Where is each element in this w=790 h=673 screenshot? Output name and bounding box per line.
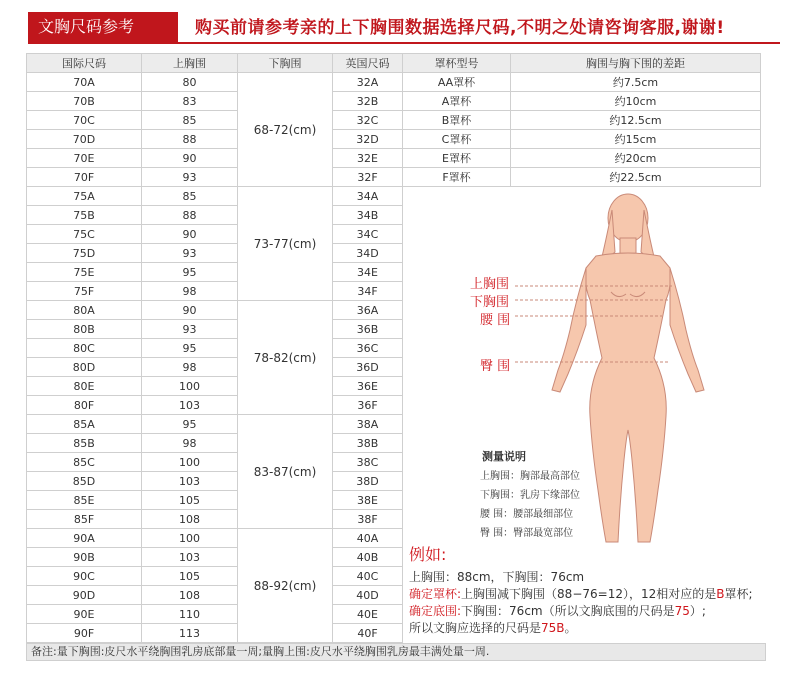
cell-under-bust-range: 78-82(cm): [238, 301, 333, 415]
cell-upper-bust: 105: [142, 491, 238, 510]
cell-difference: 约22.5cm: [511, 168, 761, 187]
cell-uk-size: 36D: [333, 358, 403, 377]
cell-intl-size: 80D: [27, 358, 142, 377]
cell-intl-size: 75E: [27, 263, 142, 282]
cell-uk-size: 40B: [333, 548, 403, 567]
example-line-1: [409, 569, 784, 586]
table-row: [27, 168, 761, 187]
table-row: [27, 73, 761, 92]
cup-label: 确定罩杯:: [409, 587, 462, 601]
cell-intl-size: 70F: [27, 168, 142, 187]
cell-intl-size: 85E: [27, 491, 142, 510]
table-header-row: [27, 54, 761, 73]
cell-upper-bust: 108: [142, 510, 238, 529]
result-text-a: 所以文胸应选择的尺码是: [409, 621, 542, 635]
cell-uk-size: 38F: [333, 510, 403, 529]
example-line-4: [409, 620, 784, 637]
cell-intl-size: 90D: [27, 586, 142, 605]
cell-intl-size: 90A: [27, 529, 142, 548]
cup-highlight: B: [716, 587, 725, 601]
cell-intl-size: 85F: [27, 510, 142, 529]
cell-uk-size: 34C: [333, 225, 403, 244]
cell-upper-bust: 98: [142, 282, 238, 301]
band-highlight: 75: [674, 604, 690, 618]
cell-uk-size: 32F: [333, 168, 403, 187]
cell-intl-size: 85B: [27, 434, 142, 453]
table-row: [27, 149, 761, 168]
cell-uk-size: 38D: [333, 472, 403, 491]
measure-note: 臀 围：臀部最宽部位: [480, 528, 574, 539]
cell-under-bust-range: 83-87(cm): [238, 415, 333, 529]
cell-uk-size: 32D: [333, 130, 403, 149]
cell-intl-size: 90B: [27, 548, 142, 567]
cell-upper-bust: 113: [142, 624, 238, 643]
cell-uk-size: 34A: [333, 187, 403, 206]
cell-uk-size: 36B: [333, 320, 403, 339]
body-silhouette-icon: [400, 190, 780, 550]
cell-intl-size: 70A: [27, 73, 142, 92]
cell-upper-bust: 93: [142, 168, 238, 187]
label-hip: 臀 围: [480, 359, 511, 374]
page-title: 购买前请参考亲的上下胸围数据选择尺码,不明之处请咨询客服,谢谢!: [195, 18, 725, 38]
cell-uk-size: 40D: [333, 586, 403, 605]
cell-cup-type: F罩杯: [403, 168, 511, 187]
band-label: 确定底围:: [409, 604, 462, 618]
col-header-uk-size: 英国尺码: [333, 54, 403, 73]
cell-uk-size: 38A: [333, 415, 403, 434]
example-title: 例如:: [409, 545, 447, 564]
cell-cup-type: AA罩杯: [403, 73, 511, 92]
cell-cup-type: A罩杯: [403, 92, 511, 111]
cell-upper-bust: 98: [142, 434, 238, 453]
cell-intl-size: 80F: [27, 396, 142, 415]
example-line-1-text: 上胸围：88cm，下胸围：76cm: [409, 570, 585, 584]
measure-note: 上胸围：胸部最高部位: [480, 471, 580, 482]
cell-intl-size: 80B: [27, 320, 142, 339]
col-header-under-bust: 下胸围: [238, 54, 333, 73]
cell-intl-size: 85C: [27, 453, 142, 472]
cell-upper-bust: 85: [142, 111, 238, 130]
band-text-a: 下胸围：76cm（所以文胸底围的尺码是: [461, 604, 675, 618]
measure-note: 腰 围：腰部最细部位: [480, 509, 574, 520]
cell-upper-bust: 88: [142, 206, 238, 225]
cell-intl-size: 85A: [27, 415, 142, 434]
cell-upper-bust: 83: [142, 92, 238, 111]
cell-intl-size: 70B: [27, 92, 142, 111]
cell-intl-size: 80E: [27, 377, 142, 396]
cell-uk-size: 34B: [333, 206, 403, 225]
cell-intl-size: 90E: [27, 605, 142, 624]
cell-under-bust-range: 73-77(cm): [238, 187, 333, 301]
label-under-bust: 下胸围: [470, 295, 510, 310]
cell-upper-bust: 88: [142, 130, 238, 149]
col-header-difference: 胸围与胸下围的差距: [511, 54, 761, 73]
table-row: [27, 111, 761, 130]
col-header-intl-size: 国际尺码: [27, 54, 142, 73]
result-highlight: 75B: [541, 621, 565, 635]
cell-uk-size: 36E: [333, 377, 403, 396]
cell-intl-size: 75D: [27, 244, 142, 263]
cell-intl-size: 85D: [27, 472, 142, 491]
band-text-b: ）;: [689, 604, 706, 618]
cell-uk-size: 40A: [333, 529, 403, 548]
col-header-upper-bust: 上胸围: [142, 54, 238, 73]
cell-under-bust-range: 88-92(cm): [238, 529, 333, 643]
cell-upper-bust: 95: [142, 263, 238, 282]
example-line-3: [409, 603, 784, 620]
cell-upper-bust: 100: [142, 377, 238, 396]
cell-uk-size: 32B: [333, 92, 403, 111]
cell-intl-size: 70E: [27, 149, 142, 168]
section-tag: 文胸尺码参考: [28, 12, 178, 42]
cell-upper-bust: 90: [142, 149, 238, 168]
cell-uk-size: 32E: [333, 149, 403, 168]
cell-intl-size: 75A: [27, 187, 142, 206]
cell-upper-bust: 95: [142, 415, 238, 434]
cell-intl-size: 75F: [27, 282, 142, 301]
cell-upper-bust: 103: [142, 472, 238, 491]
example-line-2: [409, 586, 784, 603]
cell-difference: 约7.5cm: [511, 73, 761, 92]
cup-text-a: 上胸围减下胸围（88−76=12），12相对应的是: [461, 587, 717, 601]
cell-upper-bust: 103: [142, 396, 238, 415]
cell-uk-size: 38C: [333, 453, 403, 472]
label-waist: 腰 围: [480, 313, 511, 328]
cell-upper-bust: 93: [142, 244, 238, 263]
cell-uk-size: 32A: [333, 73, 403, 92]
cell-uk-size: 32C: [333, 111, 403, 130]
cell-upper-bust: 103: [142, 548, 238, 567]
cell-uk-size: 34F: [333, 282, 403, 301]
measure-notes-title: 测量说明: [482, 450, 526, 463]
cell-intl-size: 70C: [27, 111, 142, 130]
cell-under-bust-range: 68-72(cm): [238, 73, 333, 187]
cup-text-b: 罩杯;: [724, 587, 753, 601]
cell-uk-size: 36C: [333, 339, 403, 358]
cell-intl-size: 75C: [27, 225, 142, 244]
cell-intl-size: 75B: [27, 206, 142, 225]
cell-uk-size: 40E: [333, 605, 403, 624]
cell-uk-size: 34E: [333, 263, 403, 282]
cell-cup-type: E罩杯: [403, 149, 511, 168]
col-header-cup-type: 罩杯型号: [403, 54, 511, 73]
header-divider: [28, 42, 780, 44]
cell-difference: 约15cm: [511, 130, 761, 149]
footer-note: 备注:量下胸围:皮尺水平绕胸围乳房底部量一周;量胸上围:皮尺水平绕胸围乳房最丰满处量一周.: [26, 643, 766, 661]
cell-uk-size: 36A: [333, 301, 403, 320]
cell-upper-bust: 110: [142, 605, 238, 624]
cell-upper-bust: 85: [142, 187, 238, 206]
cell-uk-size: 40C: [333, 567, 403, 586]
label-upper-bust: 上胸围: [470, 277, 510, 292]
cell-upper-bust: 108: [142, 586, 238, 605]
cell-uk-size: 38B: [333, 434, 403, 453]
cell-uk-size: 40F: [333, 624, 403, 643]
cell-difference: 约10cm: [511, 92, 761, 111]
cell-upper-bust: 90: [142, 225, 238, 244]
cell-difference: 约20cm: [511, 149, 761, 168]
cell-cup-type: B罩杯: [403, 111, 511, 130]
cell-uk-size: 38E: [333, 491, 403, 510]
cell-upper-bust: 105: [142, 567, 238, 586]
cell-upper-bust: 100: [142, 529, 238, 548]
cell-difference: 约12.5cm: [511, 111, 761, 130]
cell-cup-type: C罩杯: [403, 130, 511, 149]
cell-upper-bust: 93: [142, 320, 238, 339]
cell-upper-bust: 100: [142, 453, 238, 472]
cell-upper-bust: 98: [142, 358, 238, 377]
cell-intl-size: 80A: [27, 301, 142, 320]
cell-intl-size: 70D: [27, 130, 142, 149]
cell-upper-bust: 95: [142, 339, 238, 358]
cell-intl-size: 90C: [27, 567, 142, 586]
cell-intl-size: 80C: [27, 339, 142, 358]
example-section: [409, 542, 784, 637]
result-text-b: 。: [564, 621, 577, 635]
cell-intl-size: 90F: [27, 624, 142, 643]
table-row: [27, 130, 761, 149]
cell-uk-size: 34D: [333, 244, 403, 263]
page-header: [20, 8, 780, 44]
cell-uk-size: 36F: [333, 396, 403, 415]
cell-upper-bust: 90: [142, 301, 238, 320]
measure-note: 下胸围：乳房下缘部位: [480, 490, 580, 501]
table-row: [27, 92, 761, 111]
cell-upper-bust: 80: [142, 73, 238, 92]
